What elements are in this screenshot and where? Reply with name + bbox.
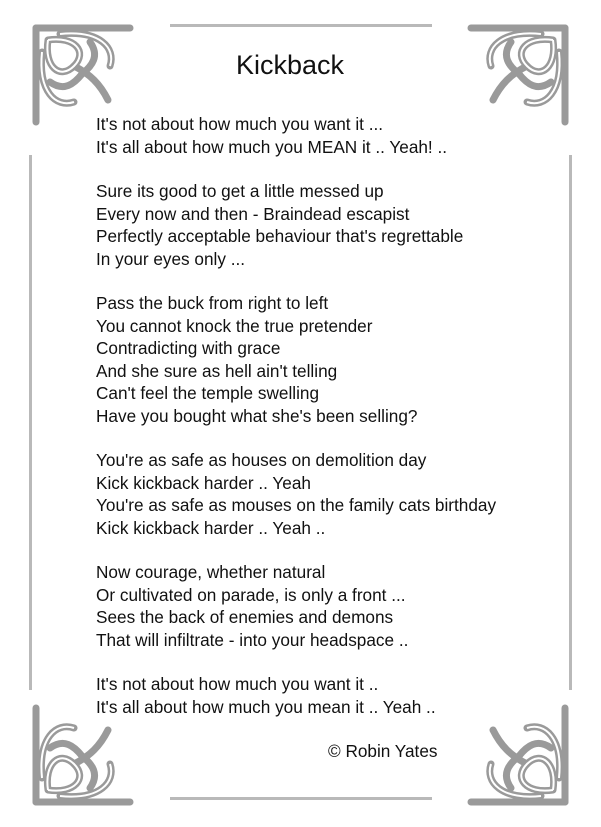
poem-line: Sure its good to get a little messed up: [96, 181, 384, 201]
poem-line: It's not about how much you want it ...: [96, 114, 384, 134]
frame-left-line: [29, 155, 32, 690]
poem-line: It's all about how much you MEAN it .. Yeah! ..: [96, 136, 448, 157]
poem-line: Contradicting with grace: [96, 338, 281, 358]
poem-line: Every now and then - Braindead escapist: [96, 203, 410, 224]
poem-body: [96, 113, 496, 740]
poem-line: Pass the buck from right to left: [96, 293, 329, 313]
poem-line: Have you bought what she's been selling?: [96, 405, 418, 426]
poem-line: Sees the back of enemies and demons: [96, 607, 394, 627]
poem-line: You're as safe as mouses on the family cats birthday: [96, 495, 497, 515]
poem-line: Kick kickback harder .. Yeah ..: [96, 517, 326, 538]
stanza: [96, 113, 496, 158]
poem-line: Can't feel the temple swelling: [96, 383, 320, 403]
frame-right-line: [569, 155, 572, 690]
stanza: [96, 673, 496, 718]
stanza: [96, 292, 496, 427]
stanza: [96, 561, 496, 651]
poem-line: You cannot knock the true pretender: [96, 315, 373, 336]
poem-line: That will infiltrate - into your headspace ..: [96, 629, 409, 650]
poem-line: Or cultivated on parade, is only a front ...: [96, 584, 406, 605]
poem-line: Perfectly acceptable behaviour that's regrettable: [96, 226, 464, 246]
poem-line: It's not about how much you want it ..: [96, 674, 379, 694]
poem-line: Kick kickback harder .. Yeah: [96, 472, 311, 493]
poem-line: You're as safe as houses on demolition day: [96, 450, 427, 470]
poem-title: Kickback: [235, 50, 345, 80]
stanza: [96, 180, 496, 270]
stanza: [96, 449, 496, 539]
poem-line: In your eyes only ...: [96, 248, 246, 269]
poem-line: And she sure as hell ain't telling: [96, 360, 338, 381]
poem-line: It's all about how much you mean it .. Yeah ..: [96, 696, 436, 717]
frame-top-line: [170, 24, 432, 27]
poem-line: Now courage, whether natural: [96, 562, 326, 582]
frame-bottom-line: [170, 797, 432, 800]
copyright-notice: © Robin Yates: [328, 741, 438, 761]
